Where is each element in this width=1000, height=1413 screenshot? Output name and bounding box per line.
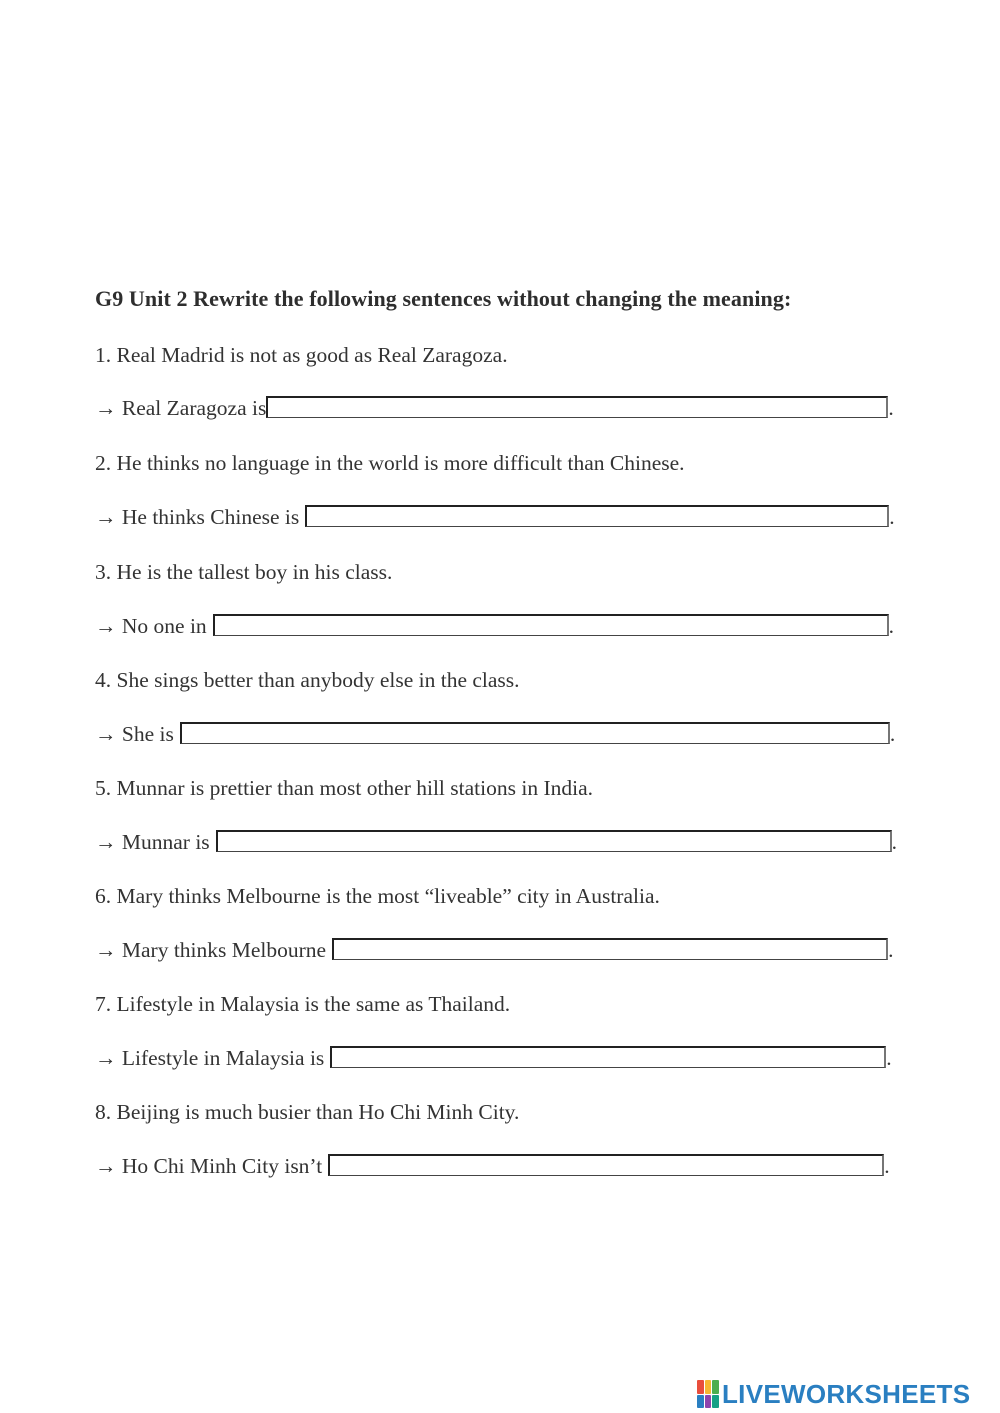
- logo-cell: [712, 1395, 719, 1409]
- answer-row-6: [95, 934, 893, 964]
- sentence-2: 2. He thinks no language in the world is more difficult than Chinese.: [95, 451, 685, 475]
- answer-input-6[interactable]: [332, 938, 888, 960]
- answer-row-7: [95, 1042, 892, 1072]
- liveworksheets-logo-icon: [697, 1380, 719, 1408]
- answer-end-5: .: [891, 830, 898, 854]
- answer-end-8: .: [884, 1154, 890, 1178]
- answer-prompt-8: → Ho Chi Minh City isn’t: [95, 1154, 323, 1178]
- answer-row-1: [95, 392, 894, 422]
- sentence-8: 8. Beijing is much busier than Ho Chi Minh City.: [95, 1100, 520, 1124]
- logo-cell: [705, 1395, 712, 1409]
- answer-row-4: [95, 718, 895, 748]
- answer-row-3: [95, 610, 894, 640]
- logo-cell: [705, 1380, 712, 1394]
- sentence-6: 6. Mary thinks Melbourne is the most “liveable” city in Australia.: [95, 884, 660, 908]
- logo-cell: [697, 1395, 704, 1409]
- answer-prompt-3: → No one in: [95, 614, 207, 638]
- answer-prompt-1: → Real Zaragoza is: [95, 396, 267, 420]
- answer-input-4[interactable]: [180, 722, 890, 744]
- logo-cell: [697, 1380, 704, 1394]
- answer-input-7[interactable]: [330, 1046, 886, 1068]
- answer-end-6: .: [888, 938, 894, 962]
- logo-cell: [712, 1380, 719, 1394]
- answer-end-3: .: [888, 614, 895, 638]
- liveworksheets-brand-text: LIVEWORKSHEETS: [722, 1378, 971, 1409]
- sentence-4: 4. She sings better than anybody else in the class.: [95, 668, 520, 692]
- sentence-7: 7. Lifestyle in Malaysia is the same as Thailand.: [95, 992, 511, 1016]
- answer-prompt-2: → He thinks Chinese is: [95, 505, 300, 529]
- answer-end-1: .: [888, 396, 894, 420]
- answer-row-8: [95, 1150, 890, 1180]
- answer-prompt-5: → Munnar is: [95, 830, 210, 854]
- answer-end-4: .: [889, 722, 896, 746]
- answer-row-2: [95, 501, 895, 531]
- liveworksheets-watermark: [697, 1378, 970, 1410]
- answer-end-2: .: [889, 505, 895, 529]
- answer-prompt-7: → Lifestyle in Malaysia is: [95, 1046, 325, 1070]
- answer-row-5: [95, 826, 897, 856]
- sentence-1: 1. Real Madrid is not as good as Real Zaragoza.: [95, 343, 508, 367]
- answer-prompt-4: → She is: [95, 722, 174, 746]
- sentence-3: 3. He is the tallest boy in his class.: [95, 560, 393, 584]
- answer-input-3[interactable]: [213, 614, 889, 636]
- answer-input-8[interactable]: [328, 1154, 884, 1176]
- answer-prompt-6: → Mary thinks Melbourne: [95, 938, 327, 962]
- answer-end-7: .: [886, 1046, 892, 1070]
- answer-input-5[interactable]: [216, 830, 892, 852]
- answer-input-1[interactable]: [266, 396, 888, 418]
- answer-input-2[interactable]: [305, 505, 889, 527]
- worksheet-title: G9 Unit 2 Rewrite the following sentences without changing the meaning:: [95, 286, 792, 311]
- sentence-5: 5. Munnar is prettier than most other hill stations in India.: [95, 776, 594, 800]
